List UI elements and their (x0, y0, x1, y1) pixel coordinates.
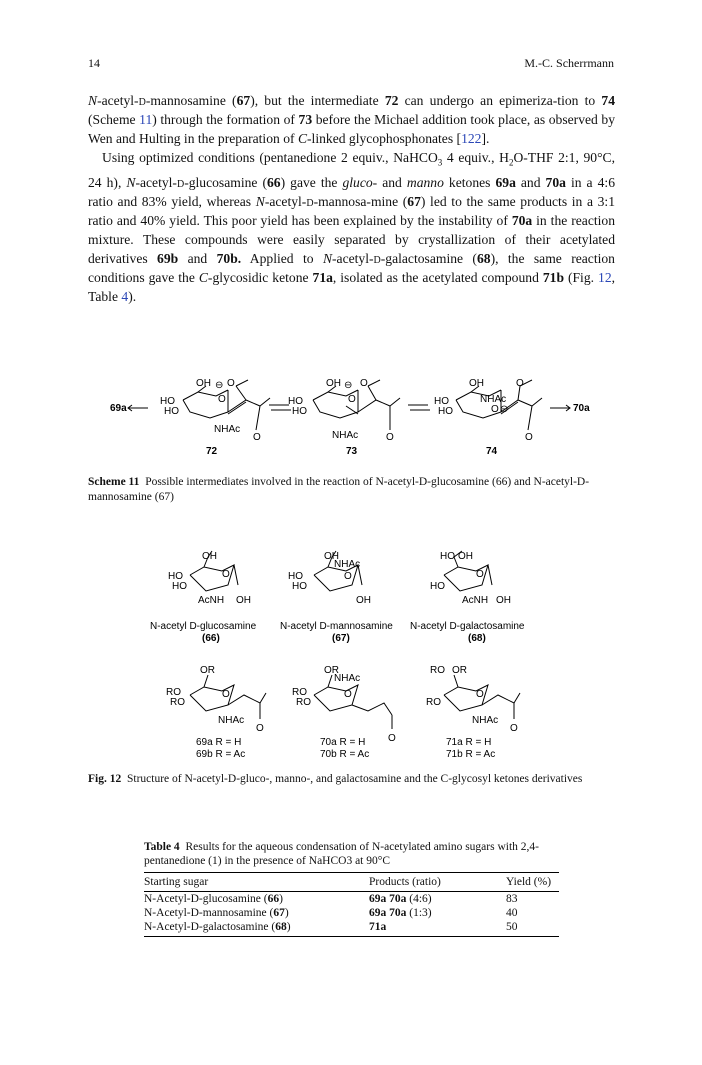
cell-sugar: N-Acetyl-D-glucosamine (66) (144, 893, 283, 905)
table-row (144, 892, 559, 907)
fig-label-ro: RO (170, 697, 185, 708)
sugar-number: 68 (275, 921, 287, 933)
scheme-caption-label: Scheme 11 (88, 476, 140, 488)
scheme-label-o: O (386, 432, 394, 443)
cell-products (369, 920, 506, 937)
table-caption-text: Results for the aqueous condensation of N-acetylated amino sugars with 2,4-pentanedione (1) in the presence of NaHCO3 at 90°C (144, 841, 539, 867)
fig-label-o: O (344, 571, 352, 582)
fig-label-o: O (222, 689, 230, 700)
cell-yield: 83 (506, 893, 518, 905)
cell-sugar: N-Acetyl-D-galactosamine (68) (144, 920, 369, 937)
scheme-label-o: O (491, 404, 499, 415)
col-header-products: Products (ratio) (369, 873, 506, 892)
scheme-compound-73: 73 (346, 446, 358, 457)
figure-12-graphic (88, 545, 615, 760)
table-row (144, 906, 559, 920)
page-number: 14 (88, 56, 100, 70)
fig-label-acnh: AcNH (198, 595, 225, 606)
ketone-label-69b: 69b R = Ac (196, 749, 246, 760)
col-header-yield: Yield (%) (506, 873, 559, 892)
sugar-name: N-Acetyl-D-glucosamine (144, 893, 261, 905)
fig-12-link[interactable]: 12 (598, 269, 612, 285)
fig-label-ro: RO (426, 697, 441, 708)
scheme-label-o: O (525, 432, 533, 443)
sugar-number-68: (68) (468, 633, 486, 644)
products: 71a (369, 921, 387, 933)
cell-sugar: N-Acetyl-D-mannosamine (67) (144, 907, 289, 919)
sugar-name: N-Acetyl-D-galactosamine (144, 921, 269, 933)
scheme-11-caption (88, 475, 615, 505)
scheme-label-o: O (253, 432, 261, 443)
table-header-row (144, 873, 559, 892)
fig-label-oh: OH (324, 551, 339, 562)
fig-label-o: O (388, 733, 396, 744)
scheme-label-o: O (516, 378, 524, 389)
fig-label-nhac: NHAc (334, 673, 361, 684)
fig-label-ho: HO (168, 571, 183, 582)
fig-label-o: O (476, 569, 484, 580)
figure-12-caption (88, 772, 615, 787)
fig-label-or: OR (200, 665, 215, 676)
scheme-label-ho: HO (438, 406, 453, 417)
ketone-label-71a: 71a R = H (446, 737, 492, 748)
fig-label-nhac: NHAc (334, 559, 361, 570)
scheme-label-minus: ⊖ (344, 380, 353, 391)
scheme-label-minus: ⊖ (500, 404, 509, 415)
fig-label-or: OR (324, 665, 339, 676)
scheme-label-ho: HO (288, 396, 303, 407)
sugar-name: N-Acetyl-D-mannosamine (144, 907, 267, 919)
scheme-label-oh: OH (196, 378, 211, 389)
ketone-label-69a: 69a R = H (196, 737, 242, 748)
fig-label-oh: OH (496, 595, 511, 606)
fig-label-oh: OH (356, 595, 371, 606)
scheme-compound-74: 74 (486, 446, 498, 457)
fig-label-ho: HO (172, 581, 187, 592)
sugar-number-67: (67) (332, 633, 350, 644)
sugar-number-66: (66) (202, 633, 220, 644)
citation-122-link[interactable]: 122 (461, 131, 482, 146)
ketone-label-71b: 71b R = Ac (446, 749, 496, 760)
scheme-label-nhac: NHAc (214, 424, 241, 435)
scheme-label-o: O (227, 378, 235, 389)
scheme-label-ho: HO (434, 396, 449, 407)
table-caption-label: Table 4 (144, 841, 180, 853)
fig-label-o: O (510, 723, 518, 734)
paragraph-2: Using optimized conditions (pentanedione 2 equiv., NaHCO$_3$ 4 equiv., $H_2O$-THF 2:1, 90°C, 24 h), N-acetyl-d-glucosamine (66) gave the gluco- and manno ketones 69a and 70a in a 4:6 ratio and 83% yield, whereas N-acetyl-d-mannosa-mine (67) led to the same products in a 3:1 ratio and 40% yield. This poor yield has been explained by the instability of 70a in the reaction mixture. These compounds were easily separated by crystallization of their acetylated derivatives 69b and 70b. Applied to N-acetyl-d-galactosamine (68), the same reaction conditions gave the C-glycosidic ketone 71a, isolated as the acetylated compound 71b (Fig. 12, Table 4). (88, 150, 616, 304)
scheme-label-o: O (218, 394, 226, 405)
scheme-arrow-product-right: 70a (573, 403, 590, 414)
scheme-label-nhac: NHAc (332, 430, 359, 441)
sugar-name-67: N-acetyl D-mannosamine (280, 621, 393, 632)
fig-label-ho: HO (292, 581, 307, 592)
scheme-label-o: O (360, 378, 368, 389)
products: 69a 70a (369, 893, 407, 905)
sugar-number: 67 (273, 907, 285, 919)
ratio: (4:6) (409, 893, 432, 905)
fig-label-ro: RO (292, 687, 307, 698)
cell-yield: 50 (506, 920, 559, 937)
figure-caption-text: Structure of N-acetyl-D-gluco-, manno-, and galactosamine and the C-glycosyl ketones derivatives (126, 773, 583, 785)
fig-label-ro: RO (166, 687, 181, 698)
table-row (144, 920, 559, 937)
fig-label-o: O (344, 689, 352, 700)
fig-label-ho: HO (440, 551, 455, 562)
scheme-label-ho: HO (160, 396, 175, 407)
fig-label-acnh: AcNH (462, 595, 489, 606)
scheme-arrow-product-left: 69a (110, 403, 127, 414)
fig-label-oh: OH (236, 595, 251, 606)
paragraph-1: N-acetyl-d-mannosamine (67), but the intermediate 72 can undergo an epimeriza-tion to 74 (Scheme 11) through the formation of 73 before the Michael addition took place, as observed by Wen and Hulting in the preparation of C-linked glycophosphonates [122]. (88, 93, 615, 146)
fig-label-oh: OH (202, 551, 217, 562)
fig-label-nhac: NHAc (472, 715, 499, 726)
scheme-caption-text: Possible intermediates involved in the reaction of N-acetyl-D-glucosamine (66) and N-acetyl-D-mannosamine (67) (88, 476, 590, 503)
fig-label-ro: RO (296, 697, 311, 708)
fig-label-oh: OH (458, 551, 473, 562)
scheme-11-link[interactable]: 11 (139, 112, 153, 127)
scheme-label-o: O (348, 394, 356, 405)
scheme-label-oh: OH (469, 378, 484, 389)
scheme-label-nhac: NHAc (480, 394, 507, 405)
scheme-label-ho: HO (164, 406, 179, 417)
cell-products (369, 906, 506, 920)
ketone-label-70a: 70a R = H (320, 737, 366, 748)
scheme-label-oh: OH (326, 378, 341, 389)
sugar-number: 66 (267, 893, 280, 905)
fig-label-ho: HO (288, 571, 303, 582)
fig-label-ho: HO (430, 581, 445, 592)
results-table (144, 872, 559, 937)
table-4-link[interactable]: 4 (121, 288, 129, 304)
figure-caption-label: Fig. 12 (88, 773, 122, 785)
fig-label-nhac: NHAc (218, 715, 245, 726)
sugar-name-68: N-acetyl D-galactosamine (410, 621, 525, 632)
fig-label-ro: RO (430, 665, 445, 676)
table-caption (144, 840, 559, 868)
fig-label-o: O (256, 723, 264, 734)
cell-products (369, 892, 506, 907)
scheme-compound-72: 72 (206, 446, 218, 457)
body-text (88, 91, 615, 306)
col-header-starting-sugar: Starting sugar (144, 873, 369, 892)
scheme-11-graphic (88, 372, 615, 462)
scheme-label-ho: HO (292, 406, 307, 417)
scheme-label-minus: ⊖ (215, 380, 224, 391)
running-author: M.-C. Scherrmann (524, 56, 614, 70)
products: 69a 70a (369, 907, 407, 919)
cell-yield: 40 (506, 907, 518, 919)
fig-label-o: O (222, 569, 230, 580)
ratio: (1:3) (409, 907, 432, 919)
fig-label-or: OR (452, 665, 467, 676)
sugar-name-66: N-acetyl D-glucosamine (150, 621, 257, 632)
fig-label-o: O (476, 689, 484, 700)
table-4 (144, 840, 559, 937)
ketone-label-70b: 70b R = Ac (320, 749, 370, 760)
